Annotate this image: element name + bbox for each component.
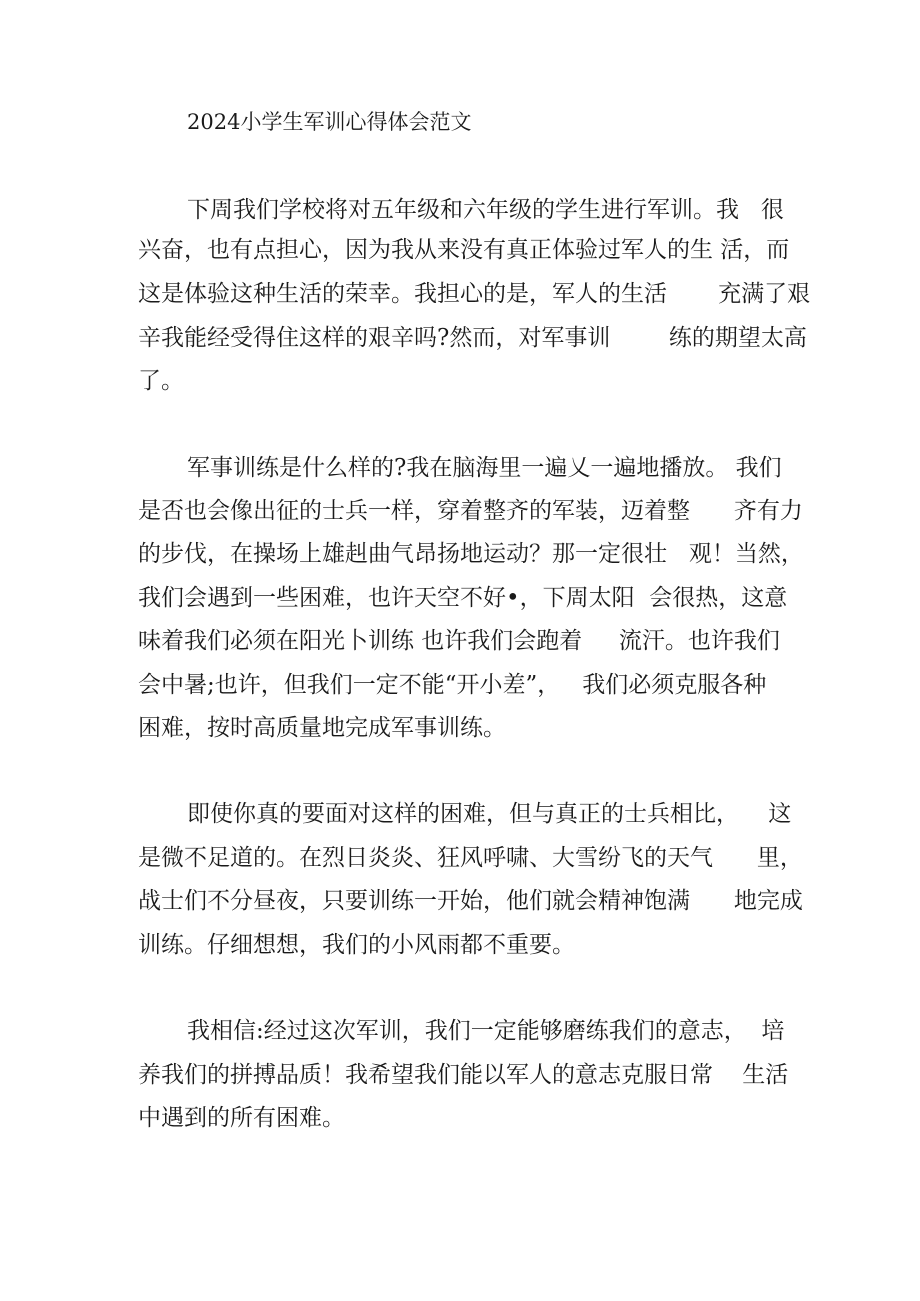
paragraph-line: 养我们的拼搏品质！我希望我们能以军人的意志克服日常 生活 <box>138 1062 789 1088</box>
paragraph-line: 我相信:经过这次军训，我们一定能够磨练我们的意志， 培 <box>187 1018 785 1044</box>
paragraph-line: 训练。仔细想想，我们的小风雨都不重要。 <box>138 932 575 958</box>
paragraph-line: 这是体验这种生活的荣幸。我担心的是，军人的生活 充满了艰 <box>138 281 811 307</box>
document-title: 2024小学生军训心得体会范文 <box>187 110 472 134</box>
paragraph-line: 战士们不分昼夜，只要训练一开始，他们就会精神饱满 地完成 <box>138 888 803 914</box>
paragraph-line: 了。 <box>138 368 184 394</box>
paragraph-line: 兴奋，也有点担心，因为我从来没有真正体验过军人的生 活，而 <box>138 237 790 263</box>
paragraph-line: 味着我们必须在阳光卜训练 也许我们会跑着 流汗。也许我们 <box>138 628 780 654</box>
paragraph-line: 中遇到的所有困难。 <box>138 1105 345 1131</box>
paragraph-line: 困难，按时高质量地完成军事训练。 <box>138 715 506 741</box>
paragraph-line: 会中暑;也许，但我们一定不能“开小差”， 我们必须克服各种 <box>138 672 767 698</box>
paragraph-line: 下周我们学校将对五年级和六年级的学生进行军训。我 很 <box>187 197 784 223</box>
paragraph-line: 是否也会像出征的士兵一样，穿着整齐的军装，迈着整 齐有力 <box>138 498 803 524</box>
paragraph-line: 军事训练是什么样的?我在脑海里一遍乂一遍地播放。 我们 <box>187 455 782 481</box>
paragraph-line: 是微不足道的。在烈日炎炎、狂风呼啸、大雪纷飞的天气 里， <box>138 845 803 871</box>
paragraph-line: 我们会遇到一些困难，也许天空不好•，下周太阳 会很热，这意 <box>138 585 788 611</box>
paragraph-line: 即使你真的要面对这样的困难，但与真正的士兵相比， 这 <box>187 801 792 827</box>
paragraph-line: 的步伐，在操场上雄赳曲气昂扬地运动？那一定很壮 观！当然， <box>138 541 804 567</box>
paragraph-line: 辛我能经受得住这样的艰辛吗?然而，对军事训 练的期望太高 <box>138 325 807 351</box>
